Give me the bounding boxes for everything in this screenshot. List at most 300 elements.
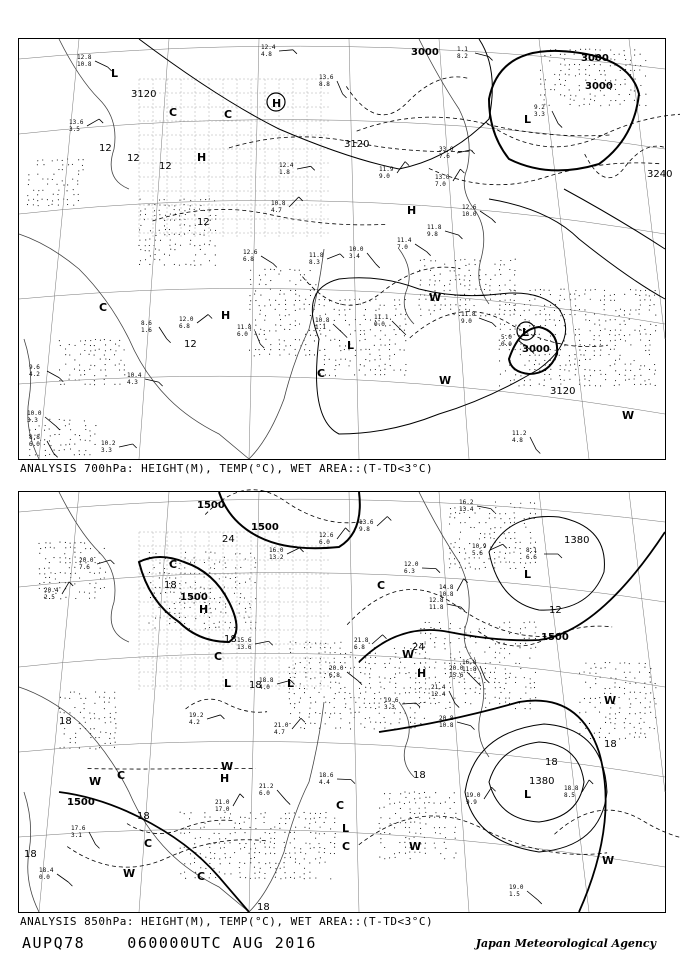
station-temp: 21.4 bbox=[431, 684, 446, 691]
wind-barb-feather bbox=[503, 544, 507, 548]
station-temp: 11.8 bbox=[427, 224, 442, 231]
wind-barb-feather bbox=[99, 119, 103, 123]
isotherm-label: 18 bbox=[164, 580, 177, 591]
pressure-center-c bbox=[99, 301, 107, 314]
station-plot bbox=[461, 311, 496, 327]
station-dewpoint: 9.0 bbox=[379, 173, 390, 180]
wind-barb bbox=[47, 371, 59, 378]
isotherm-label: 12 bbox=[159, 161, 172, 172]
wind-barb-feather bbox=[458, 235, 462, 239]
station-dewpoint: 5.6 bbox=[472, 550, 483, 557]
pressure-center-w bbox=[402, 648, 414, 661]
station-temp: 16.0 bbox=[269, 547, 284, 554]
station-dewpoint: 4.0 bbox=[259, 684, 270, 691]
station-dewpoint: 2.5 bbox=[44, 594, 55, 601]
isotherm-label: 12 bbox=[127, 153, 140, 164]
pressure-center-l bbox=[224, 677, 231, 690]
pressure-center-h bbox=[407, 204, 416, 217]
wind-barb bbox=[62, 582, 69, 594]
map-700hpa bbox=[19, 39, 673, 459]
station-temp: 19.2 bbox=[189, 712, 204, 719]
station-temp: 20.4 bbox=[44, 587, 59, 594]
wind-barb-feather bbox=[301, 718, 305, 722]
station-dewpoint: 3.3 bbox=[27, 417, 38, 424]
center-letter: W bbox=[429, 291, 442, 304]
station-temp: 14.8 bbox=[439, 584, 454, 591]
station-temp: 11.1 bbox=[374, 314, 389, 321]
station-dewpoint: 0.0 bbox=[39, 874, 50, 881]
station-dewpoint: 8.8 bbox=[319, 81, 330, 88]
station-temp: 21.8 bbox=[354, 637, 369, 644]
station-temp: 20.8 bbox=[439, 715, 454, 722]
wind-barb-feather bbox=[240, 794, 244, 798]
wind-barb-feather bbox=[260, 344, 264, 348]
center-letter: C bbox=[169, 558, 178, 571]
station-plot bbox=[29, 434, 58, 457]
station-plot bbox=[564, 780, 593, 799]
center-letter: W bbox=[409, 840, 422, 853]
center-letter: C bbox=[117, 769, 126, 782]
wind-barb bbox=[95, 61, 108, 67]
contour-label: 3240 bbox=[647, 169, 673, 180]
wind-barb-feather bbox=[69, 582, 73, 586]
pressure-center-l bbox=[517, 322, 535, 340]
station-temp: 11.8 bbox=[461, 311, 476, 318]
station-plot bbox=[512, 430, 540, 454]
wind-barb bbox=[530, 437, 536, 450]
wind-barb-feather bbox=[558, 124, 562, 128]
station-temp: 12.4 bbox=[261, 44, 276, 51]
pressure-center-c bbox=[377, 579, 385, 592]
station-temp: 12.6 bbox=[319, 532, 334, 539]
station-dewpoint: 12.4 bbox=[431, 691, 446, 698]
station-plot bbox=[526, 547, 562, 561]
station-dewpoint: 3.3 bbox=[384, 704, 395, 711]
pressure-center-l bbox=[347, 339, 354, 352]
wind-barb-feather bbox=[436, 569, 440, 573]
station-dewpoint: 1.5 bbox=[509, 891, 520, 898]
pressure-center-w bbox=[221, 760, 233, 773]
station-dewpoint: 9.8 bbox=[427, 231, 438, 238]
wind-barb bbox=[255, 641, 269, 644]
wind-barb bbox=[119, 444, 133, 447]
station-plot bbox=[309, 252, 344, 266]
station-temp: 21.0 bbox=[215, 799, 230, 806]
product-code: AUPQ78 060000UTC AUG 2016 bbox=[22, 934, 317, 952]
station-temp: 8.8 bbox=[29, 434, 40, 441]
station-plot bbox=[79, 557, 114, 571]
station-plot bbox=[269, 547, 304, 561]
wind-barb-feather bbox=[376, 264, 380, 268]
station-dewpoint: 6.8 bbox=[354, 644, 365, 651]
station-temp: 10.8 bbox=[271, 200, 286, 207]
station-plot bbox=[457, 46, 493, 60]
station-temp: 12.8 bbox=[429, 597, 444, 604]
station-plot bbox=[243, 249, 277, 267]
station-dewpoint: 4.2 bbox=[189, 719, 200, 726]
station-dewpoint: 9.0 bbox=[461, 318, 472, 325]
center-letter: L bbox=[524, 788, 532, 801]
center-letter: W bbox=[123, 867, 136, 880]
station-temp: 1.1 bbox=[457, 46, 468, 53]
wind-barb-feather bbox=[340, 254, 344, 258]
station-temp: 10.0 bbox=[27, 410, 42, 417]
station-temp: 12.0 bbox=[179, 316, 194, 323]
center-letter: H bbox=[221, 309, 231, 322]
contour-label: 1500 bbox=[67, 797, 95, 808]
pressure-center-c bbox=[317, 367, 325, 380]
station-temp: 11.8 bbox=[309, 252, 324, 259]
pressure-center-h bbox=[199, 603, 208, 616]
center-letter: H bbox=[220, 772, 230, 785]
wind-barb-feather bbox=[405, 162, 409, 166]
pressure-center-l bbox=[524, 113, 531, 126]
wind-barb-feather bbox=[220, 715, 224, 719]
center-letter: C bbox=[317, 367, 326, 380]
contour-label: 3120 bbox=[344, 139, 370, 150]
station-temp: 33.0 bbox=[439, 146, 454, 153]
station-dewpoint: 7.0 bbox=[397, 244, 408, 251]
wind-barb bbox=[327, 254, 340, 259]
station-dewpoint: 9.8 bbox=[359, 526, 370, 533]
contour-label: 3000 bbox=[411, 47, 439, 58]
center-letter: W bbox=[221, 760, 234, 773]
wind-barb bbox=[445, 231, 458, 235]
wind-barb bbox=[484, 787, 492, 799]
station-dewpoint: 15.6 bbox=[449, 672, 464, 679]
contour-label: 1380 bbox=[529, 776, 555, 787]
wind-barb bbox=[297, 166, 311, 169]
contour-label: 3120 bbox=[131, 89, 157, 100]
pressure-center-c bbox=[214, 650, 222, 663]
wind-barb bbox=[89, 832, 95, 844]
wind-barb bbox=[449, 691, 455, 704]
station-dewpoint: 4.8 bbox=[261, 51, 272, 58]
wind-barb-feather bbox=[68, 882, 72, 886]
station-dewpoint: 7.0 bbox=[435, 181, 446, 188]
contour-label: 1500 bbox=[251, 522, 279, 533]
station-temp: 18.8 bbox=[259, 677, 274, 684]
center-letter: C bbox=[144, 837, 153, 850]
wind-barb-feather bbox=[269, 641, 273, 645]
map-850hpa bbox=[19, 492, 665, 912]
station-dewpoint: 4.7 bbox=[271, 207, 282, 214]
center-letter: C bbox=[342, 840, 351, 853]
wind-barb-feather bbox=[491, 509, 495, 513]
wind-barb-feather bbox=[471, 150, 475, 154]
contour-label: 1500 bbox=[197, 500, 225, 511]
wind-barb-feather bbox=[492, 323, 496, 327]
center-letter: L bbox=[224, 677, 232, 690]
wind-barb-feather bbox=[538, 900, 542, 904]
wind-barb-feather bbox=[383, 635, 387, 639]
wind-barb-feather bbox=[536, 450, 540, 454]
center-letter: L bbox=[524, 113, 532, 126]
wind-barb-feather bbox=[273, 263, 277, 267]
agency-name: Japan Meteorological Agency bbox=[475, 937, 656, 950]
wind-barb-feather bbox=[56, 426, 60, 430]
wind-barb-feather bbox=[95, 844, 99, 848]
center-letter: W bbox=[622, 409, 635, 422]
station-plot bbox=[101, 440, 137, 454]
station-dewpoint: 10.8 bbox=[439, 722, 454, 729]
wind-barb-feather bbox=[558, 554, 562, 558]
wind-barb-feather bbox=[351, 780, 355, 784]
wind-barb bbox=[277, 790, 286, 801]
wind-barb bbox=[261, 256, 273, 263]
contour-label: 1500 bbox=[541, 632, 569, 643]
wind-barb-feather bbox=[167, 339, 171, 343]
wind-barb-feather bbox=[208, 314, 212, 318]
wind-barb bbox=[457, 579, 464, 591]
center-letter: W bbox=[402, 648, 415, 661]
wind-barb-feather bbox=[345, 528, 349, 532]
station-plot bbox=[319, 772, 355, 786]
station-temp: 13.6 bbox=[69, 119, 84, 126]
station-plot bbox=[379, 162, 409, 180]
wind-barb bbox=[337, 779, 351, 780]
station-dewpoint: 6.6 bbox=[526, 554, 537, 561]
wind-barb bbox=[477, 506, 491, 509]
station-dewpoint: 4.3 bbox=[127, 379, 138, 386]
station-dewpoint: 11.8 bbox=[462, 666, 477, 673]
station-plot bbox=[374, 314, 406, 335]
pressure-centers bbox=[99, 67, 634, 422]
station-plot bbox=[39, 867, 72, 886]
station-temp: 10.9 bbox=[472, 543, 487, 550]
wind-barb-feather bbox=[387, 517, 391, 521]
station-temp: 18.4 bbox=[39, 867, 54, 874]
pressure-center-h bbox=[221, 309, 230, 322]
center-letter: C bbox=[214, 650, 223, 663]
station-plot bbox=[329, 665, 362, 685]
center-letter: C bbox=[99, 301, 108, 314]
station-plot bbox=[404, 561, 440, 575]
isotherm-label: 12 bbox=[184, 339, 197, 350]
isotherm-label: 12 bbox=[197, 217, 210, 228]
center-letter: L bbox=[342, 822, 350, 835]
pressure-center-c bbox=[117, 769, 125, 782]
wind-barb-feather bbox=[455, 704, 459, 708]
wind-barb bbox=[347, 672, 358, 681]
pressure-center-l bbox=[287, 677, 294, 690]
station-dewpoint: 13.2 bbox=[269, 554, 284, 561]
station-dewpoint: 6.3 bbox=[404, 568, 415, 575]
station-dewpoint: 7.6 bbox=[79, 564, 90, 571]
station-plot bbox=[237, 324, 264, 348]
pressure-center-c bbox=[144, 837, 152, 850]
pressure-center-c bbox=[169, 558, 177, 571]
center-letter: C bbox=[377, 579, 386, 592]
station-dewpoint: 7.6 bbox=[439, 153, 450, 160]
pressure-center-c bbox=[169, 106, 177, 119]
station-dewpoint: 10.8 bbox=[77, 61, 92, 68]
wind-barb bbox=[333, 324, 343, 334]
pressure-center-l bbox=[524, 568, 531, 581]
station-plot bbox=[279, 162, 315, 176]
station-temp: 11.9 bbox=[379, 166, 394, 173]
pressure-center-c bbox=[336, 799, 344, 812]
wind-barb bbox=[87, 119, 99, 126]
pressure-center-h bbox=[417, 667, 426, 680]
station-temp: 11.8 bbox=[237, 324, 252, 331]
pressure-center-w bbox=[622, 409, 634, 422]
pressure-center-w bbox=[439, 374, 451, 387]
station-dewpoint: 6.8 bbox=[179, 323, 190, 330]
station-dewpoint: 6.0 bbox=[237, 331, 248, 338]
pressure-center-w bbox=[604, 694, 616, 707]
wind-barb-feather bbox=[110, 560, 114, 564]
wind-barb bbox=[47, 441, 54, 453]
station-temp: 16.2 bbox=[459, 499, 474, 506]
station-dewpoint: 3.3 bbox=[101, 447, 112, 454]
station-temp: 16.8 bbox=[462, 659, 477, 666]
wind-barb-feather bbox=[460, 169, 464, 173]
wind-barb-feather bbox=[133, 444, 137, 448]
station-dewpoint: 0.0 bbox=[374, 321, 385, 328]
wind-barb-feather bbox=[54, 453, 58, 457]
station-temp: 21.0 bbox=[274, 722, 289, 729]
wind-barb bbox=[479, 318, 492, 323]
isotherm-label: 18 bbox=[545, 757, 558, 768]
station-plot bbox=[359, 517, 391, 533]
wind-barb bbox=[552, 111, 558, 124]
station-dewpoint: 3.5 bbox=[69, 126, 80, 133]
grid-hatch bbox=[139, 79, 329, 239]
station-temp: 18.8 bbox=[564, 785, 579, 792]
pressure-center-c bbox=[197, 870, 205, 883]
pressure-center-h bbox=[197, 151, 206, 164]
station-dewpoint: 4.4 bbox=[319, 779, 330, 786]
station-dewpoint: 3.3 bbox=[534, 111, 545, 118]
station-temp: 9.2 bbox=[534, 104, 545, 111]
wind-barb bbox=[57, 874, 68, 882]
station-dewpoint: 8.3 bbox=[309, 259, 320, 266]
station-dewpoint: 1.6 bbox=[141, 327, 152, 334]
station-dewpoint: 6.0 bbox=[319, 539, 330, 546]
wind-barb bbox=[527, 891, 538, 900]
station-temp: 10.0 bbox=[349, 246, 364, 253]
center-letter: C bbox=[197, 870, 206, 883]
station-plot bbox=[71, 825, 99, 848]
station-dewpoint: 4.7 bbox=[274, 729, 285, 736]
pressure-center-w bbox=[123, 867, 135, 880]
station-temp: 17.6 bbox=[71, 825, 86, 832]
isotherm-label: 18 bbox=[604, 739, 617, 750]
center-letter: H bbox=[199, 603, 209, 616]
station-plot bbox=[274, 718, 305, 736]
caption-850hpa: ANALYSIS 850hPa: HEIGHT(M), TEMP(°C), WET AREA::(T-TD<3°C) bbox=[20, 915, 434, 928]
station-temp: 15.6 bbox=[237, 637, 252, 644]
station-dewpoint: 3.1 bbox=[71, 832, 82, 839]
wind-barb bbox=[159, 327, 167, 339]
station-temp: 12.6 bbox=[462, 204, 477, 211]
station-temp: 12.6 bbox=[243, 249, 258, 256]
wind-barb-feather bbox=[477, 682, 481, 686]
wind-barb-feather bbox=[402, 331, 406, 335]
center-letter: C bbox=[224, 108, 233, 121]
center-letter: H bbox=[417, 667, 427, 680]
wind-barb-feather bbox=[286, 801, 290, 805]
station-temp: 9.6 bbox=[29, 364, 40, 371]
station-plot bbox=[189, 712, 224, 726]
wind-barb-feather bbox=[343, 334, 347, 338]
station-temp: 8.1 bbox=[526, 547, 537, 554]
wind-barb-feather bbox=[489, 56, 493, 60]
station-dewpoint: 6.8 bbox=[329, 672, 340, 679]
station-plot bbox=[141, 320, 171, 343]
center-letter: L bbox=[111, 67, 119, 80]
station-temp: 12.8 bbox=[77, 54, 92, 61]
station-temp: 13.0 bbox=[435, 174, 450, 181]
contour-labels bbox=[131, 47, 672, 397]
chart-850hpa bbox=[18, 491, 666, 913]
station-plot bbox=[384, 697, 420, 711]
station-plot bbox=[77, 54, 112, 71]
wind-barb-feather bbox=[471, 726, 475, 730]
contour-label: 3120 bbox=[550, 386, 576, 397]
station-dewpoint: 8.2 bbox=[457, 53, 468, 60]
station-plot bbox=[29, 364, 63, 382]
station-plots bbox=[27, 44, 562, 457]
station-plot bbox=[427, 224, 462, 239]
station-dewpoint: 1.8 bbox=[279, 169, 290, 176]
wind-barb-feather bbox=[589, 780, 593, 784]
wind-barb bbox=[372, 635, 383, 644]
pressure-center-w bbox=[602, 854, 614, 867]
station-dewpoint: 8.5 bbox=[564, 792, 575, 799]
station-temp: 20.0 bbox=[329, 665, 344, 672]
station-temp: 18.6 bbox=[319, 772, 334, 779]
station-plot bbox=[509, 884, 542, 904]
pressure-center-l bbox=[342, 822, 349, 835]
contour-label: 1500 bbox=[180, 592, 208, 603]
wind-barb-feather bbox=[358, 681, 362, 685]
wind-barb bbox=[279, 50, 293, 51]
center-letter: W bbox=[602, 854, 615, 867]
isotherm-label: 18 bbox=[24, 849, 37, 860]
wind-barb bbox=[233, 794, 240, 806]
chart-700hpa bbox=[18, 38, 673, 460]
pressure-center-l bbox=[524, 788, 531, 801]
wind-barb bbox=[415, 244, 427, 252]
station-dewpoint: 0.0 bbox=[501, 341, 512, 348]
pressure-center-h bbox=[220, 772, 229, 785]
pressure-center-c bbox=[342, 840, 350, 853]
station-dewpoint: 6.8 bbox=[243, 256, 254, 263]
center-letter: W bbox=[89, 775, 102, 788]
isotherm-labels bbox=[24, 534, 617, 913]
isotherm-label: 24 bbox=[222, 534, 235, 545]
center-letter: L bbox=[524, 568, 532, 581]
station-plot bbox=[259, 783, 290, 805]
center-letter: H bbox=[197, 151, 207, 164]
wind-barb bbox=[377, 517, 387, 526]
station-plot bbox=[215, 794, 244, 813]
pressure-center-h bbox=[267, 93, 285, 111]
center-letter: W bbox=[439, 374, 452, 387]
station-temp: 11.2 bbox=[512, 430, 527, 437]
station-temp: 5.0 bbox=[501, 334, 512, 341]
wind-barb bbox=[97, 560, 110, 564]
station-temp: 20.0 bbox=[79, 557, 94, 564]
station-temp: 10.2 bbox=[101, 440, 116, 447]
wind-barb bbox=[457, 722, 471, 726]
isotherm-label: 18 bbox=[224, 634, 237, 645]
wind-barb-feather bbox=[343, 94, 347, 98]
station-dewpoint: 4.8 bbox=[512, 437, 523, 444]
wind-barb bbox=[367, 253, 376, 264]
